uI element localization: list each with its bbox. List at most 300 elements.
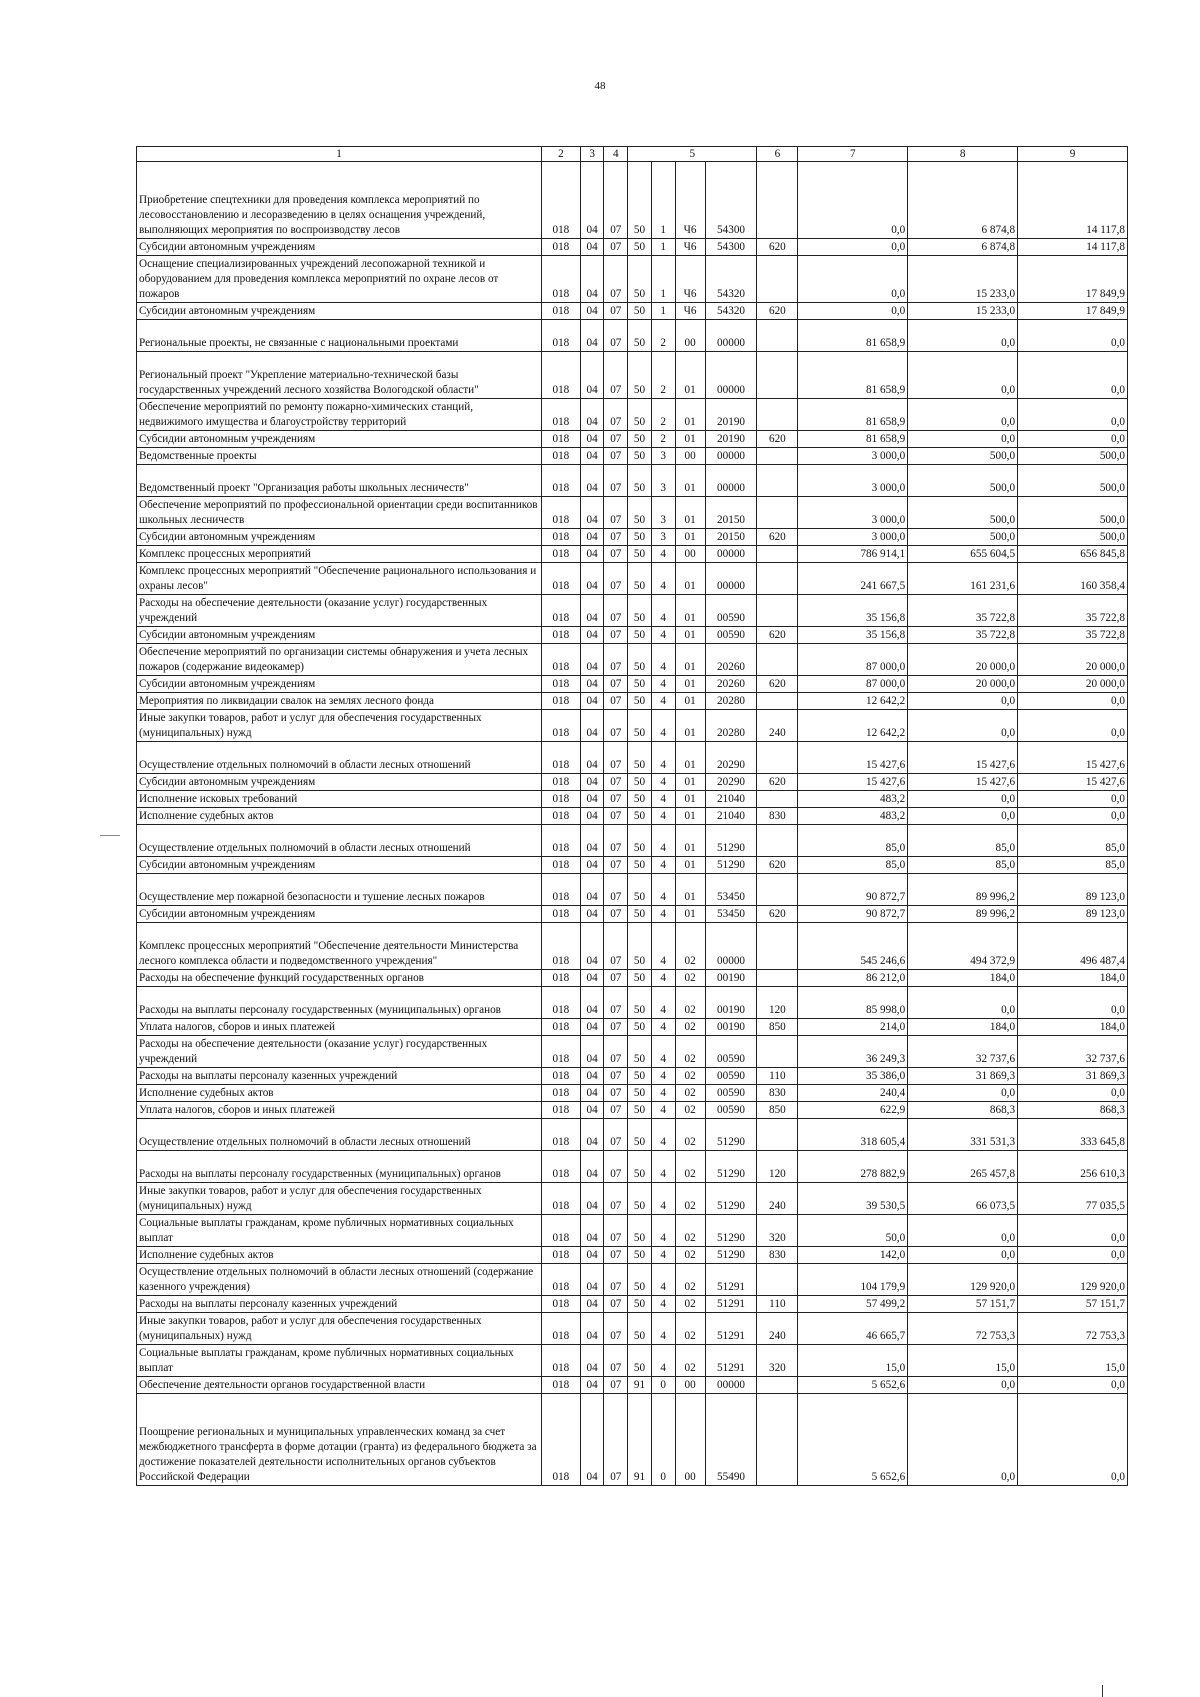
section-code-cell: 04 — [580, 627, 604, 644]
row-name-cell: Расходы на обеспечение деятельности (оказание услуг) государственных учреждений — [137, 1036, 542, 1068]
amount-col-8-cell: 655 604,5 — [908, 546, 1018, 563]
section-code-cell: 04 — [580, 676, 604, 693]
scan-mark — [1102, 1685, 1103, 1697]
program-code-part-4: 54320 — [705, 303, 757, 320]
gov-code-cell: 018 — [542, 239, 581, 256]
table-row — [137, 1119, 1128, 1151]
table-row — [137, 1151, 1128, 1183]
subsection-code-cell: 07 — [604, 1119, 628, 1151]
gov-code-cell: 018 — [542, 595, 581, 627]
table-row — [137, 644, 1128, 676]
expense-type-cell: 620 — [757, 906, 798, 923]
row-name-cell: Иные закупки товаров, работ и услуг для обеспечения государственных (муниципальных) нужд — [137, 1183, 542, 1215]
subsection-code-cell: 07 — [604, 1345, 628, 1377]
amount-col-8-cell: 500,0 — [908, 465, 1018, 497]
row-name-cell: Уплата налогов, сборов и иных платежей — [137, 1102, 542, 1119]
section-code-cell: 04 — [580, 791, 604, 808]
section-code-cell: 04 — [580, 352, 604, 399]
program-code-part-2: 4 — [651, 987, 675, 1019]
program-code-part-4: 00000 — [705, 320, 757, 352]
program-code-part-3: 02 — [675, 1296, 705, 1313]
expense-type-cell — [757, 644, 798, 676]
amount-col-8-cell: 184,0 — [908, 970, 1018, 987]
amount-col-7-cell: 85,0 — [798, 825, 908, 857]
program-code-part-2: 4 — [651, 791, 675, 808]
row-name-cell: Обеспечение мероприятий по профессиональной ориентации среди воспитанников школьных лесничеств — [137, 497, 542, 529]
section-code-cell: 04 — [580, 970, 604, 987]
program-code-part-4: 20190 — [705, 431, 757, 448]
program-code-part-2: 4 — [651, 644, 675, 676]
program-code-part-4: 00000 — [705, 465, 757, 497]
program-code-part-4: 00590 — [705, 1068, 757, 1085]
program-code-part-3: 01 — [675, 808, 705, 825]
program-code-part-1: 91 — [628, 1377, 652, 1394]
program-code-part-1: 50 — [628, 1345, 652, 1377]
amount-col-8-cell: 0,0 — [908, 987, 1018, 1019]
expense-type-cell: 320 — [757, 1345, 798, 1377]
amount-col-9-cell: 496 487,4 — [1018, 923, 1128, 970]
header-col-1: 1 — [137, 147, 542, 162]
amount-col-7-cell: 12 642,2 — [798, 693, 908, 710]
table-row — [137, 742, 1128, 774]
amount-col-9-cell: 0,0 — [1018, 1394, 1128, 1486]
section-code-cell: 04 — [580, 1264, 604, 1296]
table-row — [137, 352, 1128, 399]
row-name-cell: Осуществление отдельных полномочий в области лесных отношений — [137, 825, 542, 857]
subsection-code-cell: 07 — [604, 676, 628, 693]
amount-col-8-cell: 184,0 — [908, 1019, 1018, 1036]
program-code-part-2: 0 — [651, 1377, 675, 1394]
program-code-part-1: 91 — [628, 1394, 652, 1486]
table-row — [137, 1394, 1128, 1486]
program-code-part-1: 50 — [628, 742, 652, 774]
program-code-part-4: 51290 — [705, 1215, 757, 1247]
amount-col-7-cell: 318 605,4 — [798, 1119, 908, 1151]
gov-code-cell: 018 — [542, 256, 581, 303]
table-row — [137, 1215, 1128, 1247]
table-row — [137, 1102, 1128, 1119]
amount-col-9-cell: 500,0 — [1018, 465, 1128, 497]
program-code-part-1: 50 — [628, 162, 652, 239]
amount-col-8-cell: 15 233,0 — [908, 303, 1018, 320]
program-code-part-4: 51290 — [705, 1247, 757, 1264]
program-code-part-4: 20150 — [705, 497, 757, 529]
amount-col-8-cell: 265 457,8 — [908, 1151, 1018, 1183]
program-code-part-2: 3 — [651, 529, 675, 546]
program-code-part-4: 20280 — [705, 710, 757, 742]
amount-col-9-cell: 14 117,8 — [1018, 239, 1128, 256]
section-code-cell: 04 — [580, 825, 604, 857]
amount-col-8-cell: 0,0 — [908, 1085, 1018, 1102]
subsection-code-cell: 07 — [604, 906, 628, 923]
table-row — [137, 808, 1128, 825]
program-code-part-1: 50 — [628, 970, 652, 987]
row-name-cell: Обеспечение мероприятий по организации системы обнаружения и учета лесных пожаров (содержание видеокамер) — [137, 644, 542, 676]
program-code-part-2: 4 — [651, 595, 675, 627]
amount-col-7-cell: 87 000,0 — [798, 644, 908, 676]
expense-type-cell: 830 — [757, 1085, 798, 1102]
amount-col-9-cell: 0,0 — [1018, 808, 1128, 825]
section-code-cell: 04 — [580, 874, 604, 906]
program-code-part-2: 1 — [651, 256, 675, 303]
amount-col-9-cell: 85,0 — [1018, 857, 1128, 874]
program-code-part-1: 50 — [628, 857, 652, 874]
gov-code-cell: 018 — [542, 431, 581, 448]
amount-col-8-cell: 494 372,9 — [908, 923, 1018, 970]
program-code-part-4: 51290 — [705, 1119, 757, 1151]
gov-code-cell: 018 — [542, 644, 581, 676]
amount-col-8-cell: 0,0 — [908, 431, 1018, 448]
section-code-cell: 04 — [580, 906, 604, 923]
gov-code-cell: 018 — [542, 791, 581, 808]
gov-code-cell: 018 — [542, 465, 581, 497]
program-code-part-2: 3 — [651, 448, 675, 465]
expense-type-cell — [757, 1264, 798, 1296]
subsection-code-cell: 07 — [604, 399, 628, 431]
amount-col-9-cell: 0,0 — [1018, 1215, 1128, 1247]
gov-code-cell: 018 — [542, 627, 581, 644]
row-name-cell: Субсидии автономным учреждениям — [137, 529, 542, 546]
program-code-part-1: 50 — [628, 239, 652, 256]
gov-code-cell: 018 — [542, 742, 581, 774]
program-code-part-3: 00 — [675, 320, 705, 352]
program-code-part-1: 50 — [628, 399, 652, 431]
table-row — [137, 906, 1128, 923]
gov-code-cell: 018 — [542, 970, 581, 987]
amount-col-9-cell: 184,0 — [1018, 970, 1128, 987]
expense-type-cell: 830 — [757, 808, 798, 825]
subsection-code-cell: 07 — [604, 320, 628, 352]
section-code-cell: 04 — [580, 1296, 604, 1313]
expense-type-cell: 620 — [757, 857, 798, 874]
gov-code-cell: 018 — [542, 1394, 581, 1486]
section-code-cell: 04 — [580, 1394, 604, 1486]
gov-code-cell: 018 — [542, 563, 581, 595]
amount-col-9-cell: 0,0 — [1018, 1085, 1128, 1102]
amount-col-7-cell: 35 386,0 — [798, 1068, 908, 1085]
expense-type-cell — [757, 352, 798, 399]
table-row — [137, 987, 1128, 1019]
program-code-part-4: 51291 — [705, 1313, 757, 1345]
table-row — [137, 1377, 1128, 1394]
table-row — [137, 239, 1128, 256]
expense-type-cell — [757, 825, 798, 857]
expense-type-cell — [757, 791, 798, 808]
row-name-cell: Расходы на выплаты персоналу государственных (муниципальных) органов — [137, 987, 542, 1019]
subsection-code-cell: 07 — [604, 1151, 628, 1183]
table-row — [137, 791, 1128, 808]
program-code-part-2: 4 — [651, 1264, 675, 1296]
row-name-cell: Региональные проекты, не связанные с национальными проектами — [137, 320, 542, 352]
amount-col-9-cell: 15 427,6 — [1018, 774, 1128, 791]
program-code-part-4: 21040 — [705, 791, 757, 808]
gov-code-cell: 018 — [542, 774, 581, 791]
amount-col-8-cell: 85,0 — [908, 825, 1018, 857]
subsection-code-cell: 07 — [604, 987, 628, 1019]
program-code-part-2: 2 — [651, 352, 675, 399]
program-code-part-4: 20150 — [705, 529, 757, 546]
section-code-cell: 04 — [580, 595, 604, 627]
amount-col-8-cell: 6 874,8 — [908, 162, 1018, 239]
section-code-cell: 04 — [580, 431, 604, 448]
program-code-part-4: 00190 — [705, 987, 757, 1019]
table-row — [137, 1068, 1128, 1085]
table-row — [137, 970, 1128, 987]
gov-code-cell: 018 — [542, 1102, 581, 1119]
amount-col-9-cell: 184,0 — [1018, 1019, 1128, 1036]
amount-col-9-cell: 0,0 — [1018, 352, 1128, 399]
amount-col-8-cell: 32 737,6 — [908, 1036, 1018, 1068]
table-row — [137, 825, 1128, 857]
amount-col-9-cell: 0,0 — [1018, 987, 1128, 1019]
section-code-cell: 04 — [580, 239, 604, 256]
program-code-part-4: 55490 — [705, 1394, 757, 1486]
program-code-part-2: 4 — [651, 676, 675, 693]
gov-code-cell: 018 — [542, 1085, 581, 1102]
amount-col-9-cell: 89 123,0 — [1018, 874, 1128, 906]
row-name-cell: Исполнение судебных актов — [137, 808, 542, 825]
amount-col-7-cell: 0,0 — [798, 303, 908, 320]
program-code-part-1: 50 — [628, 431, 652, 448]
program-code-part-3: 01 — [675, 774, 705, 791]
program-code-part-2: 4 — [651, 1036, 675, 1068]
row-name-cell: Субсидии автономным учреждениям — [137, 774, 542, 791]
amount-col-7-cell: 622,9 — [798, 1102, 908, 1119]
amount-col-9-cell: 160 358,4 — [1018, 563, 1128, 595]
amount-col-8-cell: 72 753,3 — [908, 1313, 1018, 1345]
program-code-part-4: 51290 — [705, 1151, 757, 1183]
amount-col-9-cell: 57 151,7 — [1018, 1296, 1128, 1313]
subsection-code-cell: 07 — [604, 162, 628, 239]
amount-col-7-cell: 15 427,6 — [798, 774, 908, 791]
program-code-part-4: 00190 — [705, 970, 757, 987]
row-name-cell: Приобретение спецтехники для проведения комплекса мероприятий по лесовосстановлению и лесоразведению в целях оснащения учреждений, выполняющих мероприятия по воспроизводству лесов — [137, 162, 542, 239]
subsection-code-cell: 07 — [604, 1085, 628, 1102]
program-code-part-4: 51291 — [705, 1296, 757, 1313]
program-code-part-4: 00000 — [705, 563, 757, 595]
amount-col-8-cell: 0,0 — [908, 1215, 1018, 1247]
amount-col-9-cell: 129 920,0 — [1018, 1264, 1128, 1296]
amount-col-8-cell: 89 996,2 — [908, 874, 1018, 906]
section-code-cell: 04 — [580, 303, 604, 320]
gov-code-cell: 018 — [542, 303, 581, 320]
amount-col-7-cell: 87 000,0 — [798, 676, 908, 693]
amount-col-7-cell: 278 882,9 — [798, 1151, 908, 1183]
table-row — [137, 1183, 1128, 1215]
section-code-cell: 04 — [580, 1119, 604, 1151]
section-code-cell: 04 — [580, 1313, 604, 1345]
expense-type-cell: 830 — [757, 1247, 798, 1264]
row-name-cell: Ведомственные проекты — [137, 448, 542, 465]
row-name-cell: Осуществление мер пожарной безопасности и тушение лесных пожаров — [137, 874, 542, 906]
section-code-cell: 04 — [580, 1183, 604, 1215]
program-code-part-4: 21040 — [705, 808, 757, 825]
expense-type-cell — [757, 693, 798, 710]
expense-type-cell: 240 — [757, 710, 798, 742]
gov-code-cell: 018 — [542, 529, 581, 546]
row-name-cell: Поощрение региональных и муниципальных управленческих команд за счет межбюджетного трансферта в форме дотации (гранта) из федерального бюджета за достижение показателей деятельности исполнительных органов субъектов Российской Федерации — [137, 1394, 542, 1486]
program-code-part-1: 50 — [628, 303, 652, 320]
table-row — [137, 710, 1128, 742]
table-row — [137, 162, 1128, 239]
subsection-code-cell: 07 — [604, 1102, 628, 1119]
amount-col-7-cell: 0,0 — [798, 256, 908, 303]
subsection-code-cell: 07 — [604, 1394, 628, 1486]
amount-col-7-cell: 35 156,8 — [798, 595, 908, 627]
section-code-cell: 04 — [580, 693, 604, 710]
program-code-part-4: 54320 — [705, 256, 757, 303]
subsection-code-cell: 07 — [604, 970, 628, 987]
amount-col-7-cell: 5 652,6 — [798, 1394, 908, 1486]
program-code-part-2: 4 — [651, 906, 675, 923]
program-code-part-3: 02 — [675, 1019, 705, 1036]
program-code-part-3: Ч6 — [675, 162, 705, 239]
expense-type-cell — [757, 1119, 798, 1151]
header-col-4: 4 — [604, 147, 628, 162]
expense-type-cell: 120 — [757, 987, 798, 1019]
section-code-cell: 04 — [580, 1019, 604, 1036]
subsection-code-cell: 07 — [604, 1377, 628, 1394]
program-code-part-3: 00 — [675, 1377, 705, 1394]
table-row — [137, 303, 1128, 320]
gov-code-cell: 018 — [542, 399, 581, 431]
program-code-part-3: 01 — [675, 595, 705, 627]
program-code-part-3: 02 — [675, 1119, 705, 1151]
program-code-part-4: 20260 — [705, 676, 757, 693]
amount-col-7-cell: 240,4 — [798, 1085, 908, 1102]
gov-code-cell: 018 — [542, 710, 581, 742]
program-code-part-1: 50 — [628, 1247, 652, 1264]
program-code-part-4: 20280 — [705, 693, 757, 710]
section-code-cell: 04 — [580, 710, 604, 742]
amount-col-7-cell: 0,0 — [798, 162, 908, 239]
subsection-code-cell: 07 — [604, 644, 628, 676]
amount-col-9-cell: 14 117,8 — [1018, 162, 1128, 239]
amount-col-9-cell: 0,0 — [1018, 693, 1128, 710]
header-col-9: 9 — [1018, 147, 1128, 162]
gov-code-cell: 018 — [542, 874, 581, 906]
program-code-part-4: 51290 — [705, 857, 757, 874]
section-code-cell: 04 — [580, 1102, 604, 1119]
program-code-part-1: 50 — [628, 1019, 652, 1036]
program-code-part-3: 02 — [675, 1215, 705, 1247]
program-code-part-2: 4 — [651, 1085, 675, 1102]
section-code-cell: 04 — [580, 497, 604, 529]
row-name-cell: Региональный проект "Укрепление материально-технической базы государственных учреждений лесного хозяйства Вологодской области" — [137, 352, 542, 399]
amount-col-8-cell: 0,0 — [908, 1377, 1018, 1394]
amount-col-8-cell: 0,0 — [908, 1247, 1018, 1264]
subsection-code-cell: 07 — [604, 923, 628, 970]
amount-col-7-cell: 86 212,0 — [798, 970, 908, 987]
program-code-part-1: 50 — [628, 465, 652, 497]
expense-type-cell — [757, 874, 798, 906]
program-code-part-1: 50 — [628, 563, 652, 595]
program-code-part-2: 2 — [651, 431, 675, 448]
expense-type-cell: 620 — [757, 529, 798, 546]
program-code-part-3: 01 — [675, 906, 705, 923]
program-code-part-4: 51291 — [705, 1345, 757, 1377]
amount-col-9-cell: 0,0 — [1018, 399, 1128, 431]
program-code-part-4: 54300 — [705, 162, 757, 239]
section-code-cell: 04 — [580, 1068, 604, 1085]
section-code-cell: 04 — [580, 987, 604, 1019]
program-code-part-2: 4 — [651, 923, 675, 970]
program-code-part-2: 3 — [651, 465, 675, 497]
program-code-part-3: Ч6 — [675, 303, 705, 320]
gov-code-cell: 018 — [542, 1019, 581, 1036]
amount-col-8-cell: 0,0 — [908, 320, 1018, 352]
expense-type-cell — [757, 563, 798, 595]
gov-code-cell: 018 — [542, 1119, 581, 1151]
amount-col-7-cell: 46 665,7 — [798, 1313, 908, 1345]
amount-col-8-cell: 500,0 — [908, 497, 1018, 529]
program-code-part-1: 50 — [628, 1036, 652, 1068]
table-row — [137, 1313, 1128, 1345]
program-code-part-3: 02 — [675, 1264, 705, 1296]
row-name-cell: Расходы на выплаты персоналу казенных учреждений — [137, 1068, 542, 1085]
program-code-part-2: 4 — [651, 1183, 675, 1215]
row-name-cell: Исполнение исковых требований — [137, 791, 542, 808]
expense-type-cell: 620 — [757, 239, 798, 256]
section-code-cell: 04 — [580, 563, 604, 595]
expense-type-cell: 120 — [757, 1151, 798, 1183]
expense-type-cell — [757, 1377, 798, 1394]
program-code-part-1: 50 — [628, 693, 652, 710]
section-code-cell: 04 — [580, 1345, 604, 1377]
program-code-part-4: 00000 — [705, 546, 757, 563]
subsection-code-cell: 07 — [604, 742, 628, 774]
program-code-part-3: 02 — [675, 1183, 705, 1215]
subsection-code-cell: 07 — [604, 825, 628, 857]
expense-type-cell: 620 — [757, 774, 798, 791]
program-code-part-2: 4 — [651, 627, 675, 644]
table-body — [137, 162, 1128, 1486]
section-code-cell: 04 — [580, 1247, 604, 1264]
program-code-part-3: 01 — [675, 563, 705, 595]
program-code-part-1: 50 — [628, 1215, 652, 1247]
amount-col-8-cell: 868,3 — [908, 1102, 1018, 1119]
gov-code-cell: 018 — [542, 1151, 581, 1183]
section-code-cell: 04 — [580, 465, 604, 497]
amount-col-8-cell: 89 996,2 — [908, 906, 1018, 923]
amount-col-8-cell: 0,0 — [908, 352, 1018, 399]
program-code-part-2: 4 — [651, 563, 675, 595]
row-name-cell: Иные закупки товаров, работ и услуг для обеспечения государственных (муниципальных) нужд — [137, 1313, 542, 1345]
amount-col-9-cell: 500,0 — [1018, 497, 1128, 529]
amount-col-9-cell: 0,0 — [1018, 1247, 1128, 1264]
amount-col-8-cell: 500,0 — [908, 448, 1018, 465]
amount-col-9-cell: 35 722,8 — [1018, 627, 1128, 644]
row-name-cell: Субсидии автономным учреждениям — [137, 303, 542, 320]
expense-type-cell — [757, 465, 798, 497]
program-code-part-3: 01 — [675, 627, 705, 644]
amount-col-8-cell: 35 722,8 — [908, 627, 1018, 644]
expense-type-cell — [757, 1036, 798, 1068]
amount-col-7-cell: 545 246,6 — [798, 923, 908, 970]
header-col-5: 5 — [628, 147, 757, 162]
row-name-cell: Комплекс процессных мероприятий — [137, 546, 542, 563]
program-code-part-4: 51290 — [705, 1183, 757, 1215]
amount-col-7-cell: 90 872,7 — [798, 906, 908, 923]
gov-code-cell: 018 — [542, 825, 581, 857]
subsection-code-cell: 07 — [604, 774, 628, 791]
program-code-part-1: 50 — [628, 448, 652, 465]
amount-col-9-cell: 333 645,8 — [1018, 1119, 1128, 1151]
row-name-cell: Социальные выплаты гражданам, кроме публичных нормативных социальных выплат — [137, 1215, 542, 1247]
amount-col-9-cell: 32 737,6 — [1018, 1036, 1128, 1068]
amount-col-7-cell: 104 179,9 — [798, 1264, 908, 1296]
gov-code-cell: 018 — [542, 546, 581, 563]
